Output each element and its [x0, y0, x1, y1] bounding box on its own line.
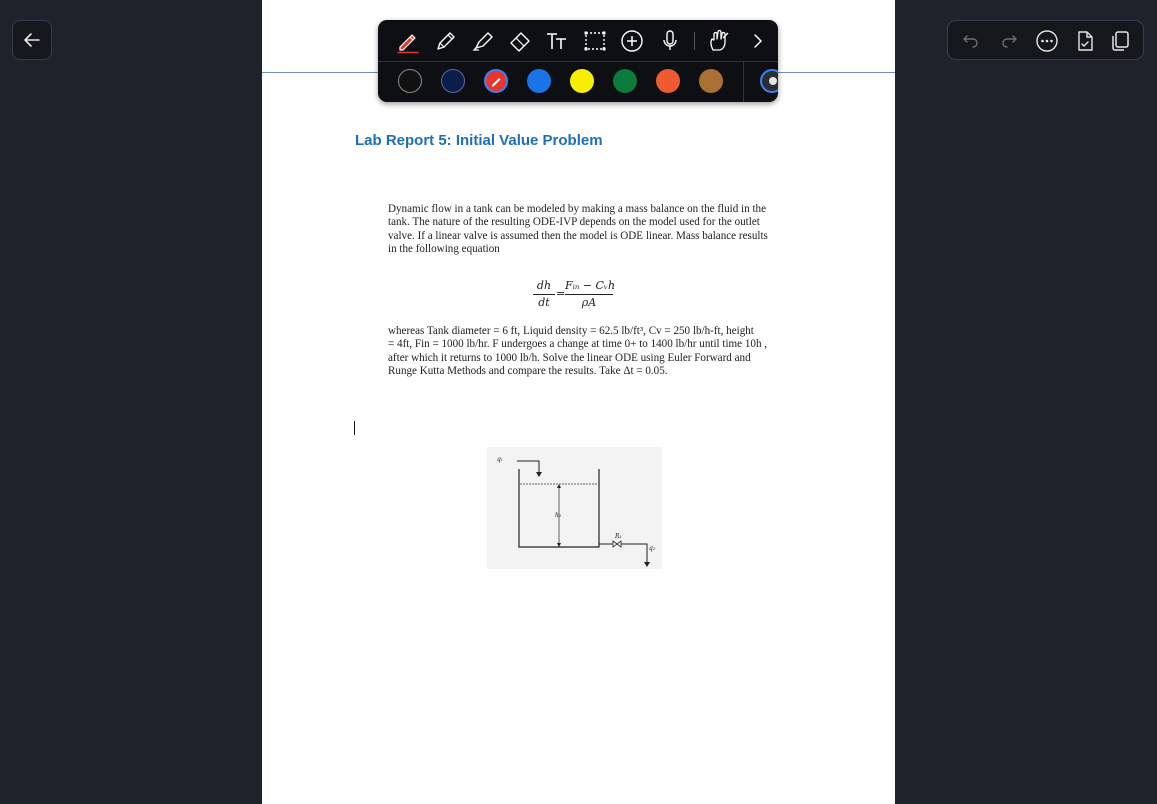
document-title: Lab Report 5: Initial Value Problem	[355, 132, 603, 149]
color-swatch-navy[interactable]	[441, 69, 465, 93]
paragraph-line: Dynamic flow in a tank can be modeled by making a mass balance on the fluid in the	[388, 203, 767, 215]
redo-icon	[1001, 32, 1019, 50]
toolbar-row-divider	[378, 61, 778, 62]
undo-icon	[961, 32, 979, 50]
color-swatch-green[interactable]	[613, 69, 637, 93]
pencil-icon	[433, 28, 459, 54]
paragraph-line: valve. If a linear valve is assumed then the model is ODE linear. Mass balance results	[388, 229, 768, 242]
height-label: h₁	[555, 512, 562, 519]
text-cursor	[354, 421, 355, 435]
text-tool-icon	[544, 28, 570, 54]
arrow-left-icon	[23, 31, 41, 49]
pen-icon	[395, 28, 421, 54]
text-tool-button[interactable]	[544, 28, 570, 54]
more-tools-chevron-icon	[745, 28, 771, 54]
paragraph-line: = 4ft, Fin = 1000 lb/hr. F undergoes a change at time 0+ to 1400 lb/hr until time 10h ,	[388, 338, 768, 351]
lasso-select-button[interactable]	[582, 28, 608, 54]
microphone-icon	[657, 28, 683, 54]
outflow-label: q₁	[649, 545, 656, 552]
eraser-icon	[507, 28, 533, 54]
more-options-button[interactable]	[1035, 29, 1059, 53]
more-tools-button[interactable]	[745, 28, 771, 54]
paragraph-line: whereas Tank diameter = 6 ft, Liquid density = 62.5 lb/ft³, Cv = 250 lb/h-ft, height	[388, 325, 754, 337]
undo-button[interactable]	[958, 29, 982, 53]
drawing-toolbar	[378, 20, 778, 102]
toolbar-separator	[694, 32, 695, 50]
page-add-button[interactable]	[1073, 29, 1097, 53]
back-button[interactable]	[12, 20, 52, 60]
highlighter-icon	[470, 28, 496, 54]
pencil-tool-button[interactable]	[433, 28, 459, 54]
more-options-icon	[1035, 29, 1059, 53]
inflow-label: qᵢ	[497, 456, 503, 463]
microphone-button[interactable]	[657, 28, 683, 54]
paragraph-line: tank. The nature of the resulting ODE-IVP depends on the model used for the outlet	[388, 216, 760, 229]
resistance-label: R₁	[615, 533, 622, 540]
color-swatch-blue[interactable]	[527, 69, 551, 93]
problem-paragraph-2	[388, 325, 798, 378]
color-swatch-yellow[interactable]	[570, 69, 594, 93]
equation-rhs-numerator: Fᵢₙ − Cᵥh	[565, 279, 613, 295]
stroke-thickness-button[interactable]	[760, 69, 778, 93]
equation-rhs-denominator: ρA	[581, 296, 597, 309]
tank-diagram	[487, 447, 662, 569]
copy-pages-button[interactable]	[1108, 29, 1132, 53]
swatch-separator	[743, 62, 744, 102]
copy-pages-icon	[1108, 29, 1132, 53]
equation-lhs-denominator: dt	[538, 296, 550, 309]
mass-balance-equation	[533, 279, 623, 315]
color-swatch-orange[interactable]	[656, 69, 680, 93]
paragraph-line: after which it returns to 1000 lb/h. Solve the linear ODE using Euler Forward and	[388, 351, 751, 364]
eraser-tool-button[interactable]	[507, 28, 533, 54]
page-add-icon	[1073, 29, 1097, 53]
color-swatch-brown[interactable]	[699, 69, 723, 93]
stroke-thickness-dot	[769, 77, 777, 85]
right-action-bar	[947, 20, 1144, 60]
redo-button[interactable]	[998, 29, 1022, 53]
lasso-select-icon	[582, 28, 608, 54]
touch-draw-icon	[706, 28, 732, 54]
pen-tool-button[interactable]	[395, 28, 421, 54]
paragraph-line: in the following equation	[388, 242, 500, 255]
add-button[interactable]	[619, 28, 645, 54]
problem-paragraph-1	[388, 203, 798, 256]
document-page[interactable]	[262, 0, 895, 804]
add-icon	[619, 28, 645, 54]
color-swatch-red-selected[interactable]	[484, 69, 508, 93]
highlighter-tool-button[interactable]	[470, 28, 496, 54]
equation-lhs-numerator: dh	[533, 279, 555, 295]
color-swatch-black[interactable]	[398, 69, 422, 93]
equation-equals: =	[556, 287, 566, 300]
paragraph-line: Runge Kutta Methods and compare the results. Take Δt = 0.05.	[388, 364, 668, 377]
selected-pen-icon	[486, 71, 506, 91]
touch-draw-button[interactable]	[706, 28, 732, 54]
